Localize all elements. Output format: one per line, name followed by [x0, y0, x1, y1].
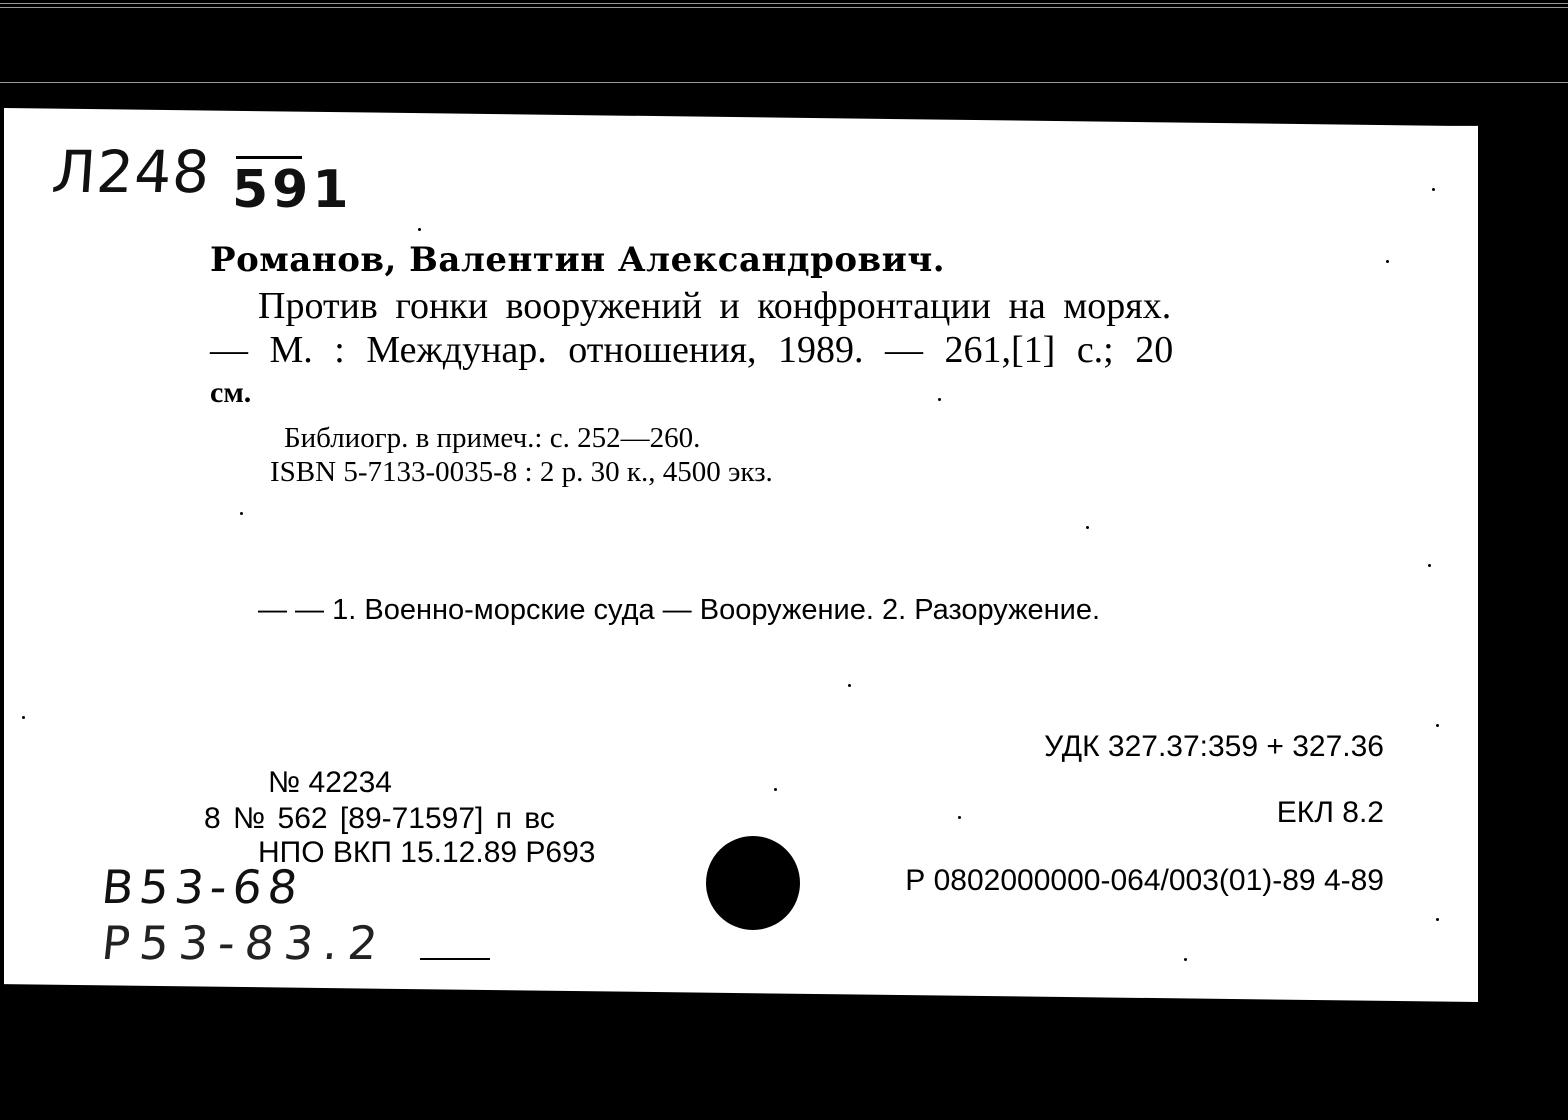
isbn-line: ISBN 5-7133-0035-8 : 2 р. 30 к., 4500 экз.	[270, 456, 773, 488]
subject-headings: — — 1. Военно-морские суда — Вооружение. 2. Разоружение.	[258, 594, 1101, 626]
handwritten-call-number-sub: 591	[232, 160, 353, 220]
handwritten-call-number: Л248	[49, 138, 213, 206]
printer-line: НПО ВКП 15.12.89 Р693	[258, 836, 596, 869]
handwritten-shelf-mark-1: В53-68	[99, 860, 307, 914]
punch-hole	[706, 836, 800, 930]
ekl-classification: ЕКЛ 8.2	[1276, 796, 1384, 829]
udk-classification: УДК 327.37:359 + 327.36	[1044, 730, 1384, 763]
title-line-1: Против гонки вооружений и конфронтации на морях.	[258, 285, 1172, 327]
overline-mark	[236, 156, 302, 159]
underline-mark	[420, 958, 490, 960]
title-line-3: см.	[210, 376, 252, 409]
order-line: 8 № 562 [89-71597] п вс	[204, 802, 555, 835]
publisher-code: Р 0802000000-064/003(01)-89 4-89	[905, 864, 1384, 897]
handwritten-shelf-mark-2: Р53-83.2	[99, 916, 391, 970]
bibliography-note: Библиогр. в примеч.: с. 252—260.	[284, 422, 701, 454]
title-line-2: — М. : Междунар. отношения, 1989. — 261,[1] с.; 20	[210, 329, 1174, 371]
registration-number: № 42234	[268, 766, 392, 799]
author-heading: Романов, Валентин Александрович.	[210, 240, 946, 280]
